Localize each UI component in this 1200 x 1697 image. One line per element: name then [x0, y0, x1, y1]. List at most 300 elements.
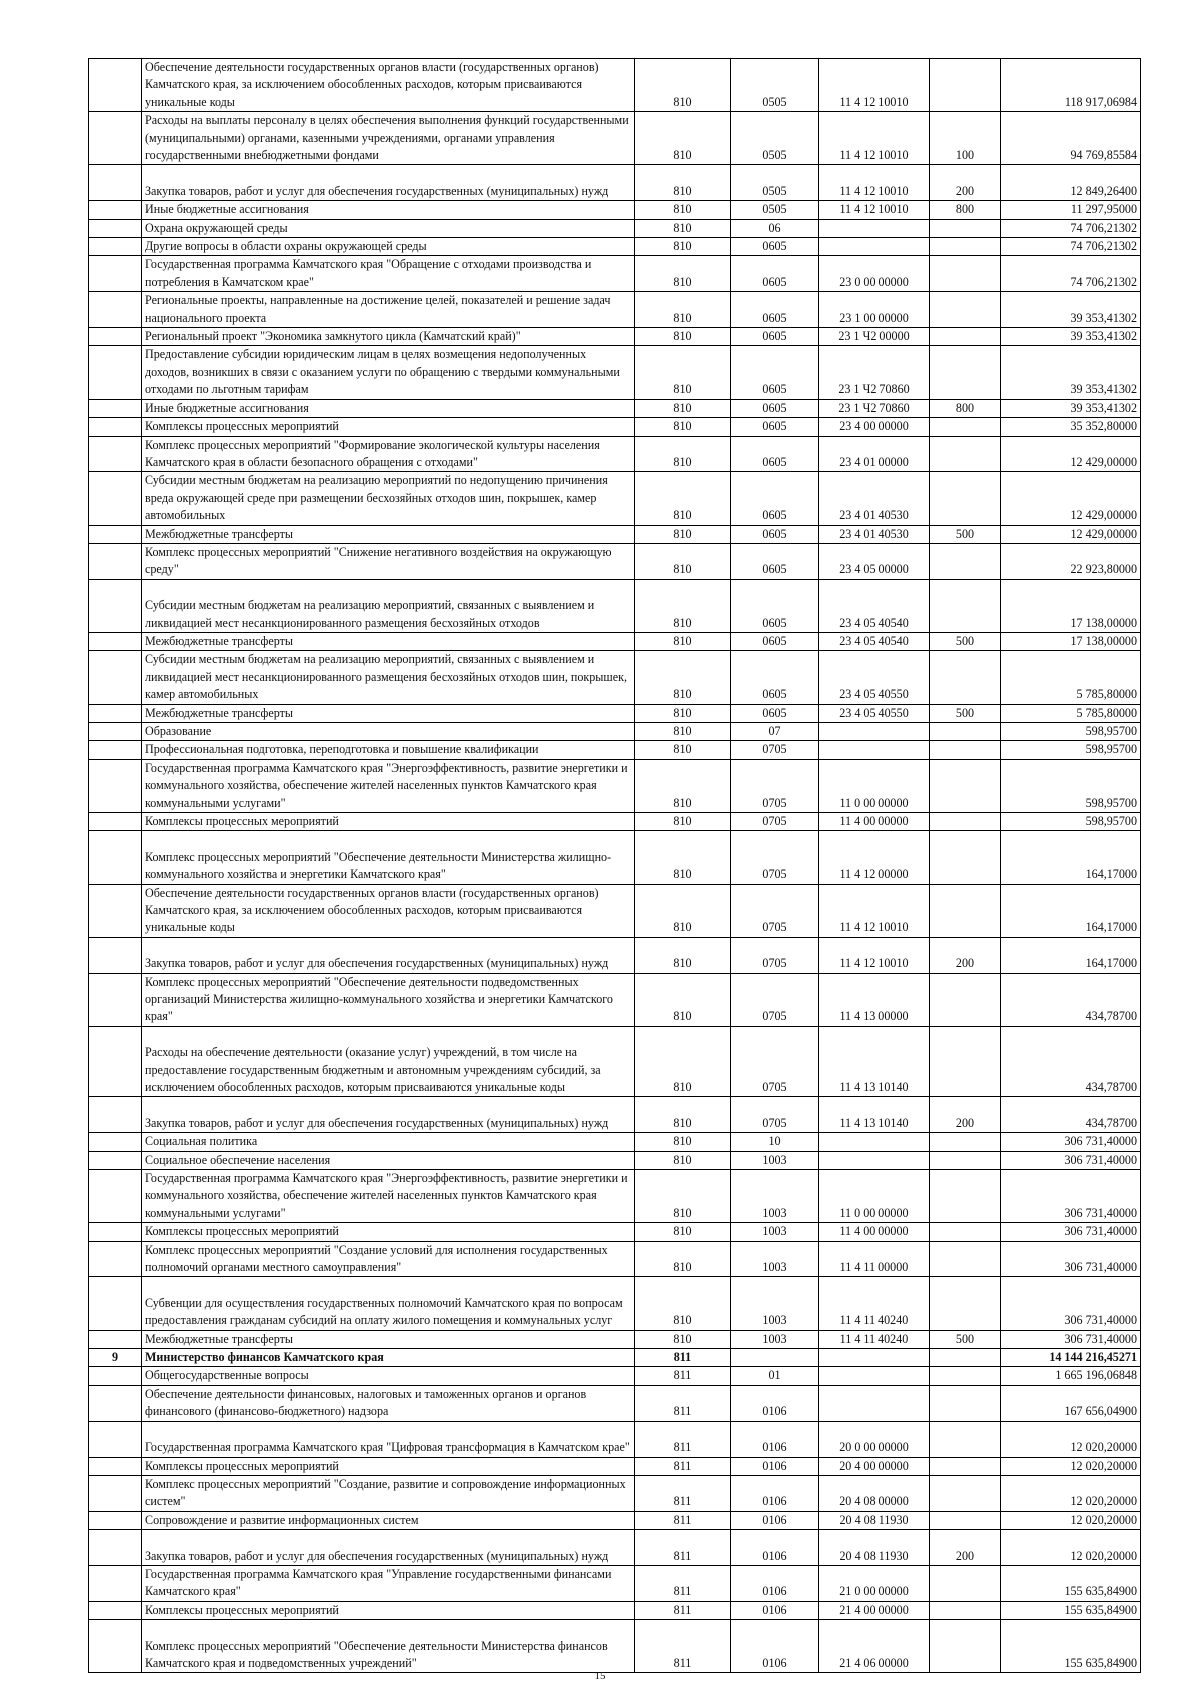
row-target-article: 11 4 12 10010: [819, 59, 930, 112]
row-section-code: 10: [731, 1133, 819, 1151]
row-section-code: 1003: [731, 1223, 819, 1241]
row-name: Субсидии местным бюджетам на реализацию мероприятий по недопущению причинения вреда окружающей среде при размещении бесхозяйных отходов шин, покрышек, камер автомобильных: [142, 472, 635, 525]
row-expense-type: 200: [930, 937, 1001, 973]
row-amount: 598,95700: [1001, 741, 1141, 759]
row-expense-type: [930, 1170, 1001, 1223]
table-row: [89, 1330, 1141, 1348]
table-row: [89, 722, 1141, 740]
table-body: [89, 59, 1141, 1673]
row-target-article: [819, 1385, 930, 1421]
row-amount: 434,78700: [1001, 1097, 1141, 1133]
row-target-article: 21 4 06 00000: [819, 1620, 930, 1673]
row-target-article: 11 4 12 10010: [819, 201, 930, 219]
row-target-article: 21 4 00 00000: [819, 1601, 930, 1619]
row-amount: 17 138,00000: [1001, 579, 1141, 632]
row-amount: 155 635,84900: [1001, 1601, 1141, 1619]
row-number: [89, 328, 142, 346]
row-name: Комплекс процессных мероприятий "Обеспечение деятельности подведомственных организаций Министерства жилищно-коммунального хозяйства и энергетики Камчатского края": [142, 973, 635, 1026]
table-row: [89, 525, 1141, 543]
table-row: [89, 759, 1141, 812]
row-number: [89, 1457, 142, 1475]
row-target-article: [819, 1349, 930, 1367]
row-amount: 306 731,40000: [1001, 1170, 1141, 1223]
row-target-article: 20 4 08 11930: [819, 1511, 930, 1529]
row-grbs-code: 810: [635, 1026, 731, 1097]
row-grbs-code: 810: [635, 1133, 731, 1151]
row-grbs-code: 810: [635, 884, 731, 937]
row-grbs-code: 810: [635, 741, 731, 759]
row-expense-type: [930, 973, 1001, 1026]
table-row: [89, 813, 1141, 831]
row-name: Другие вопросы в области охраны окружающей среды: [142, 238, 635, 256]
row-grbs-code: 810: [635, 418, 731, 436]
row-section-code: 0605: [731, 525, 819, 543]
row-amount: 39 353,41302: [1001, 292, 1141, 328]
row-grbs-code: 811: [635, 1530, 731, 1566]
row-number: [89, 1565, 142, 1601]
row-amount: 164,17000: [1001, 884, 1141, 937]
row-grbs-code: 810: [635, 1151, 731, 1169]
row-section-code: 0106: [731, 1475, 819, 1511]
row-number: [89, 1511, 142, 1529]
table-row: [89, 1349, 1141, 1367]
row-target-article: 11 4 13 00000: [819, 973, 930, 1026]
row-grbs-code: 810: [635, 346, 731, 399]
row-number: [89, 651, 142, 704]
row-expense-type: 500: [930, 704, 1001, 722]
row-number: [89, 1385, 142, 1421]
table-row: [89, 1601, 1141, 1619]
row-expense-type: [930, 759, 1001, 812]
table-row: [89, 1475, 1141, 1511]
row-expense-type: [930, 1026, 1001, 1097]
table-row: [89, 399, 1141, 417]
row-name: Закупка товаров, работ и услуг для обеспечения государственных (муниципальных) нужд: [142, 937, 635, 973]
row-number: [89, 741, 142, 759]
row-target-article: 11 0 00 00000: [819, 1170, 930, 1223]
row-name: Государственная программа Камчатского края "Энергоэффективность, развитие энергетики и коммунального хозяйства, обеспечение жителей населенных пунктов Камчатского края коммунальными услугами": [142, 1170, 635, 1223]
row-grbs-code: 810: [635, 201, 731, 219]
table-row: [89, 741, 1141, 759]
table-row: [89, 1620, 1141, 1673]
row-section-code: 1003: [731, 1241, 819, 1277]
row-expense-type: 200: [930, 165, 1001, 201]
row-section-code: 0605: [731, 238, 819, 256]
row-section-code: 0605: [731, 346, 819, 399]
row-amount: 118 917,06984: [1001, 59, 1141, 112]
row-grbs-code: 810: [635, 1170, 731, 1223]
row-expense-type: [930, 346, 1001, 399]
row-amount: 306 731,40000: [1001, 1241, 1141, 1277]
row-number: [89, 238, 142, 256]
row-amount: 12 429,00000: [1001, 436, 1141, 472]
row-grbs-code: 810: [635, 1097, 731, 1133]
row-expense-type: 800: [930, 201, 1001, 219]
row-target-article: 23 1 Ч2 00000: [819, 328, 930, 346]
row-section-code: 0705: [731, 831, 819, 884]
row-target-article: 11 4 11 40240: [819, 1277, 930, 1330]
row-number: [89, 579, 142, 632]
row-target-article: 23 4 05 40540: [819, 632, 930, 650]
table-row: [89, 704, 1141, 722]
row-section-code: 1003: [731, 1151, 819, 1169]
row-expense-type: 200: [930, 1097, 1001, 1133]
row-name: Межбюджетные трансферты: [142, 632, 635, 650]
table-row: [89, 973, 1141, 1026]
row-name: Региональный проект "Экономика замкнутого цикла (Камчатский край)": [142, 328, 635, 346]
row-grbs-code: 810: [635, 256, 731, 292]
row-expense-type: [930, 1151, 1001, 1169]
row-target-article: 11 4 00 00000: [819, 1223, 930, 1241]
row-target-article: [819, 219, 930, 237]
row-name: Комплексы процессных мероприятий: [142, 1223, 635, 1241]
table-row: [89, 884, 1141, 937]
row-target-article: 23 4 05 40550: [819, 651, 930, 704]
row-amount: 5 785,80000: [1001, 651, 1141, 704]
row-section-code: 0705: [731, 937, 819, 973]
row-grbs-code: 810: [635, 722, 731, 740]
row-number: [89, 884, 142, 937]
row-expense-type: [930, 292, 1001, 328]
row-section-code: 0605: [731, 651, 819, 704]
row-target-article: [819, 1151, 930, 1169]
row-target-article: 11 4 11 00000: [819, 1241, 930, 1277]
row-section-code: 0505: [731, 59, 819, 112]
table-row: [89, 346, 1141, 399]
row-target-article: 11 4 13 10140: [819, 1026, 930, 1097]
row-amount: 1 665 196,06848: [1001, 1367, 1141, 1385]
row-section-code: 0605: [731, 632, 819, 650]
row-section-code: 07: [731, 722, 819, 740]
row-number: [89, 759, 142, 812]
row-target-article: 11 4 12 00000: [819, 831, 930, 884]
row-target-article: 23 4 05 00000: [819, 543, 930, 579]
row-amount: 35 352,80000: [1001, 418, 1141, 436]
row-number: [89, 543, 142, 579]
row-name: Межбюджетные трансферты: [142, 525, 635, 543]
row-target-article: 23 1 Ч2 70860: [819, 346, 930, 399]
row-amount: 434,78700: [1001, 973, 1141, 1026]
row-number: [89, 1367, 142, 1385]
table-row: [89, 219, 1141, 237]
row-section-code: 0605: [731, 256, 819, 292]
row-grbs-code: 810: [635, 328, 731, 346]
row-number: [89, 1241, 142, 1277]
table-row: [89, 1530, 1141, 1566]
row-number: [89, 1530, 142, 1566]
row-section-code: 0605: [731, 704, 819, 722]
row-target-article: 23 4 01 40530: [819, 525, 930, 543]
row-number: [89, 165, 142, 201]
row-section-code: 0505: [731, 201, 819, 219]
row-expense-type: [930, 1601, 1001, 1619]
row-target-article: 11 4 12 10010: [819, 937, 930, 973]
row-expense-type: [930, 884, 1001, 937]
row-grbs-code: 810: [635, 973, 731, 1026]
row-name: Иные бюджетные ассигнования: [142, 399, 635, 417]
row-name: Межбюджетные трансферты: [142, 1330, 635, 1348]
row-number: [89, 831, 142, 884]
row-section-code: 0106: [731, 1511, 819, 1529]
row-expense-type: [930, 238, 1001, 256]
row-section-code: 0705: [731, 1026, 819, 1097]
table-row: [89, 937, 1141, 973]
row-amount: 164,17000: [1001, 937, 1141, 973]
row-amount: 164,17000: [1001, 831, 1141, 884]
row-section-code: 0505: [731, 165, 819, 201]
row-expense-type: [930, 1475, 1001, 1511]
row-target-article: 20 4 08 11930: [819, 1530, 930, 1566]
row-amount: 5 785,80000: [1001, 704, 1141, 722]
row-expense-type: 500: [930, 1330, 1001, 1348]
row-amount: 14 144 216,45271: [1001, 1349, 1141, 1367]
row-amount: 434,78700: [1001, 1026, 1141, 1097]
row-amount: 155 635,84900: [1001, 1565, 1141, 1601]
row-number: [89, 1277, 142, 1330]
row-name: Сопровождение и развитие информационных систем: [142, 1511, 635, 1529]
row-amount: 12 429,00000: [1001, 525, 1141, 543]
row-number: [89, 292, 142, 328]
row-name: Предоставление субсидии юридическим лицам в целях возмещения недополученных доходов, возникших в связи с оказанием услуги по обращению с твердыми коммунальными отходами по льготным тарифам: [142, 346, 635, 399]
row-amount: 598,95700: [1001, 759, 1141, 812]
row-section-code: 0705: [731, 759, 819, 812]
row-section-code: 06: [731, 219, 819, 237]
table-row: [89, 1511, 1141, 1529]
row-name: Государственная программа Камчатского края "Обращение с отходами производства и потребления в Камчатском крае": [142, 256, 635, 292]
row-expense-type: 100: [930, 112, 1001, 165]
table-row: [89, 1367, 1141, 1385]
row-grbs-code: 810: [635, 436, 731, 472]
row-amount: 155 635,84900: [1001, 1620, 1141, 1673]
row-name: Субсидии местным бюджетам на реализацию мероприятий, связанных с выявлением и ликвидацией мест несанкционированного размещения бесхозяйных отходов шин, покрышек, камер автомобильных: [142, 651, 635, 704]
row-expense-type: [930, 831, 1001, 884]
row-expense-type: [930, 543, 1001, 579]
row-name: Закупка товаров, работ и услуг для обеспечения государственных (муниципальных) нужд: [142, 1097, 635, 1133]
row-expense-type: [930, 328, 1001, 346]
table-row: [89, 201, 1141, 219]
row-number: [89, 1421, 142, 1457]
table-row: [89, 328, 1141, 346]
row-expense-type: 800: [930, 399, 1001, 417]
row-section-code: 1003: [731, 1330, 819, 1348]
row-amount: 74 706,21302: [1001, 219, 1141, 237]
row-name: Расходы на выплаты персоналу в целях обеспечения выполнения функций государственными (муниципальными) органами, казенными учреждениями, органами управления государственными внебюджетными фондами: [142, 112, 635, 165]
row-number: [89, 219, 142, 237]
row-amount: 598,95700: [1001, 813, 1141, 831]
row-number: [89, 525, 142, 543]
row-number: [89, 1620, 142, 1673]
row-target-article: 21 0 00 00000: [819, 1565, 930, 1601]
row-expense-type: [930, 1367, 1001, 1385]
row-number: [89, 472, 142, 525]
budget-table: [88, 58, 1141, 1673]
table-row: [89, 1026, 1141, 1097]
row-name: Комплексы процессных мероприятий: [142, 1601, 635, 1619]
row-amount: 306 731,40000: [1001, 1223, 1141, 1241]
table-row: [89, 632, 1141, 650]
row-expense-type: [930, 1511, 1001, 1529]
table-row: [89, 292, 1141, 328]
row-name: Комплекс процессных мероприятий "Снижение негативного воздействия на окружающую среду": [142, 543, 635, 579]
row-section-code: 0106: [731, 1601, 819, 1619]
row-section-code: 0705: [731, 741, 819, 759]
row-section-code: 0106: [731, 1565, 819, 1601]
row-number: [89, 722, 142, 740]
row-target-article: 23 4 05 40550: [819, 704, 930, 722]
row-number: [89, 59, 142, 112]
row-number: [89, 704, 142, 722]
row-expense-type: [930, 1223, 1001, 1241]
row-name: Комплексы процессных мероприятий: [142, 418, 635, 436]
row-target-article: 11 4 12 10010: [819, 112, 930, 165]
table-row: [89, 165, 1141, 201]
row-amount: 11 297,95000: [1001, 201, 1141, 219]
row-target-article: 23 4 00 00000: [819, 418, 930, 436]
row-grbs-code: 811: [635, 1601, 731, 1619]
row-grbs-code: 811: [635, 1457, 731, 1475]
row-number: [89, 346, 142, 399]
table-row: [89, 1385, 1141, 1421]
row-expense-type: 500: [930, 632, 1001, 650]
table-row: [89, 1565, 1141, 1601]
row-section-code: 0106: [731, 1620, 819, 1673]
table-row: [89, 1133, 1141, 1151]
row-section-code: 0705: [731, 973, 819, 1026]
row-grbs-code: 810: [635, 1241, 731, 1277]
table-row: [89, 831, 1141, 884]
row-expense-type: [930, 436, 1001, 472]
row-name: Охрана окружающей среды: [142, 219, 635, 237]
row-section-code: 01: [731, 1367, 819, 1385]
row-target-article: 20 4 08 00000: [819, 1475, 930, 1511]
row-grbs-code: 810: [635, 651, 731, 704]
row-section-code: 0605: [731, 399, 819, 417]
row-target-article: 23 1 00 00000: [819, 292, 930, 328]
row-number: [89, 937, 142, 973]
row-amount: 39 353,41302: [1001, 399, 1141, 417]
row-section-code: 0106: [731, 1385, 819, 1421]
row-name: Министерство финансов Камчатского края: [142, 1349, 635, 1367]
table-row: [89, 59, 1141, 112]
row-target-article: 11 4 11 40240: [819, 1330, 930, 1348]
row-grbs-code: 811: [635, 1511, 731, 1529]
row-amount: 39 353,41302: [1001, 346, 1141, 399]
row-amount: 17 138,00000: [1001, 632, 1141, 650]
page-number: 15: [594, 1670, 606, 1682]
row-section-code: 0605: [731, 436, 819, 472]
row-grbs-code: 810: [635, 112, 731, 165]
row-grbs-code: 810: [635, 1223, 731, 1241]
row-expense-type: [930, 219, 1001, 237]
row-number: [89, 112, 142, 165]
row-amount: 12 020,20000: [1001, 1511, 1141, 1529]
row-expense-type: [930, 1277, 1001, 1330]
row-number: [89, 436, 142, 472]
row-section-code: 0505: [731, 112, 819, 165]
row-expense-type: [930, 1421, 1001, 1457]
row-grbs-code: 810: [635, 937, 731, 973]
table-row: [89, 1457, 1141, 1475]
row-section-code: [731, 1349, 819, 1367]
row-expense-type: 200: [930, 1530, 1001, 1566]
row-grbs-code: 811: [635, 1620, 731, 1673]
row-grbs-code: 810: [635, 292, 731, 328]
row-name: Государственная программа Камчатского края "Энергоэффективность, развитие энергетики и коммунального хозяйства, обеспечение жителей населенных пунктов Камчатского края коммунальными услугами": [142, 759, 635, 812]
row-target-article: 23 1 Ч2 70860: [819, 399, 930, 417]
row-section-code: 0106: [731, 1530, 819, 1566]
row-amount: 12 849,26400: [1001, 165, 1141, 201]
row-target-article: 11 4 00 00000: [819, 813, 930, 831]
table-row: [89, 1151, 1141, 1169]
row-grbs-code: 810: [635, 59, 731, 112]
row-grbs-code: 810: [635, 704, 731, 722]
row-number: [89, 813, 142, 831]
row-name: Социальная политика: [142, 1133, 635, 1151]
row-target-article: [819, 1367, 930, 1385]
row-name: Образование: [142, 722, 635, 740]
row-name: Обеспечение деятельности государственных органов власти (государственных органов) Камчатского края, за исключением обособленных расходов, которым присваиваются уникальные коды: [142, 884, 635, 937]
row-grbs-code: 810: [635, 1277, 731, 1330]
row-name: Комплексы процессных мероприятий: [142, 813, 635, 831]
row-grbs-code: 810: [635, 579, 731, 632]
row-amount: 12 429,00000: [1001, 472, 1141, 525]
table-row: [89, 1223, 1141, 1241]
row-grbs-code: 810: [635, 399, 731, 417]
row-name: Общегосударственные вопросы: [142, 1367, 635, 1385]
row-name: Социальное обеспечение населения: [142, 1151, 635, 1169]
row-section-code: 0705: [731, 884, 819, 937]
row-section-code: 0605: [731, 292, 819, 328]
row-section-code: 0605: [731, 418, 819, 436]
table-row: [89, 1097, 1141, 1133]
row-name: Субсидии местным бюджетам на реализацию мероприятий, связанных с выявлением и ликвидацией мест несанкционированного размещения бесхозяйных отходов: [142, 579, 635, 632]
table-row: [89, 579, 1141, 632]
row-expense-type: 500: [930, 525, 1001, 543]
row-grbs-code: 810: [635, 219, 731, 237]
row-name: Комплекс процессных мероприятий "Обеспечение деятельности Министерства финансов Камчатского края и подведомственных учреждений": [142, 1620, 635, 1673]
row-grbs-code: 811: [635, 1565, 731, 1601]
row-name: Комплекс процессных мероприятий "Формирование экологической культуры населения Камчатского края в области безопасного обращения с отходами": [142, 436, 635, 472]
row-target-article: [819, 741, 930, 759]
row-section-code: 0605: [731, 579, 819, 632]
row-target-article: 23 0 00 00000: [819, 256, 930, 292]
row-grbs-code: 811: [635, 1385, 731, 1421]
row-number: [89, 632, 142, 650]
row-expense-type: [930, 722, 1001, 740]
row-target-article: 23 4 05 40540: [819, 579, 930, 632]
table-row: [89, 1241, 1141, 1277]
row-number: [89, 399, 142, 417]
row-number: [89, 1330, 142, 1348]
row-grbs-code: 810: [635, 632, 731, 650]
row-amount: 39 353,41302: [1001, 328, 1141, 346]
row-expense-type: [930, 1385, 1001, 1421]
row-section-code: 1003: [731, 1170, 819, 1223]
row-expense-type: [930, 1349, 1001, 1367]
row-amount: 167 656,04900: [1001, 1385, 1141, 1421]
row-expense-type: [930, 1457, 1001, 1475]
row-target-article: [819, 722, 930, 740]
row-name: Межбюджетные трансферты: [142, 704, 635, 722]
table-row: [89, 112, 1141, 165]
row-amount: 74 706,21302: [1001, 256, 1141, 292]
row-number: [89, 1151, 142, 1169]
row-name: Закупка товаров, работ и услуг для обеспечения государственных (муниципальных) нужд: [142, 1530, 635, 1566]
row-name: Комплекс процессных мероприятий "Создание условий для исполнения государственных полномочий органами местного самоуправления": [142, 1241, 635, 1277]
row-expense-type: [930, 1620, 1001, 1673]
row-section-code: 0605: [731, 328, 819, 346]
row-expense-type: [930, 59, 1001, 112]
